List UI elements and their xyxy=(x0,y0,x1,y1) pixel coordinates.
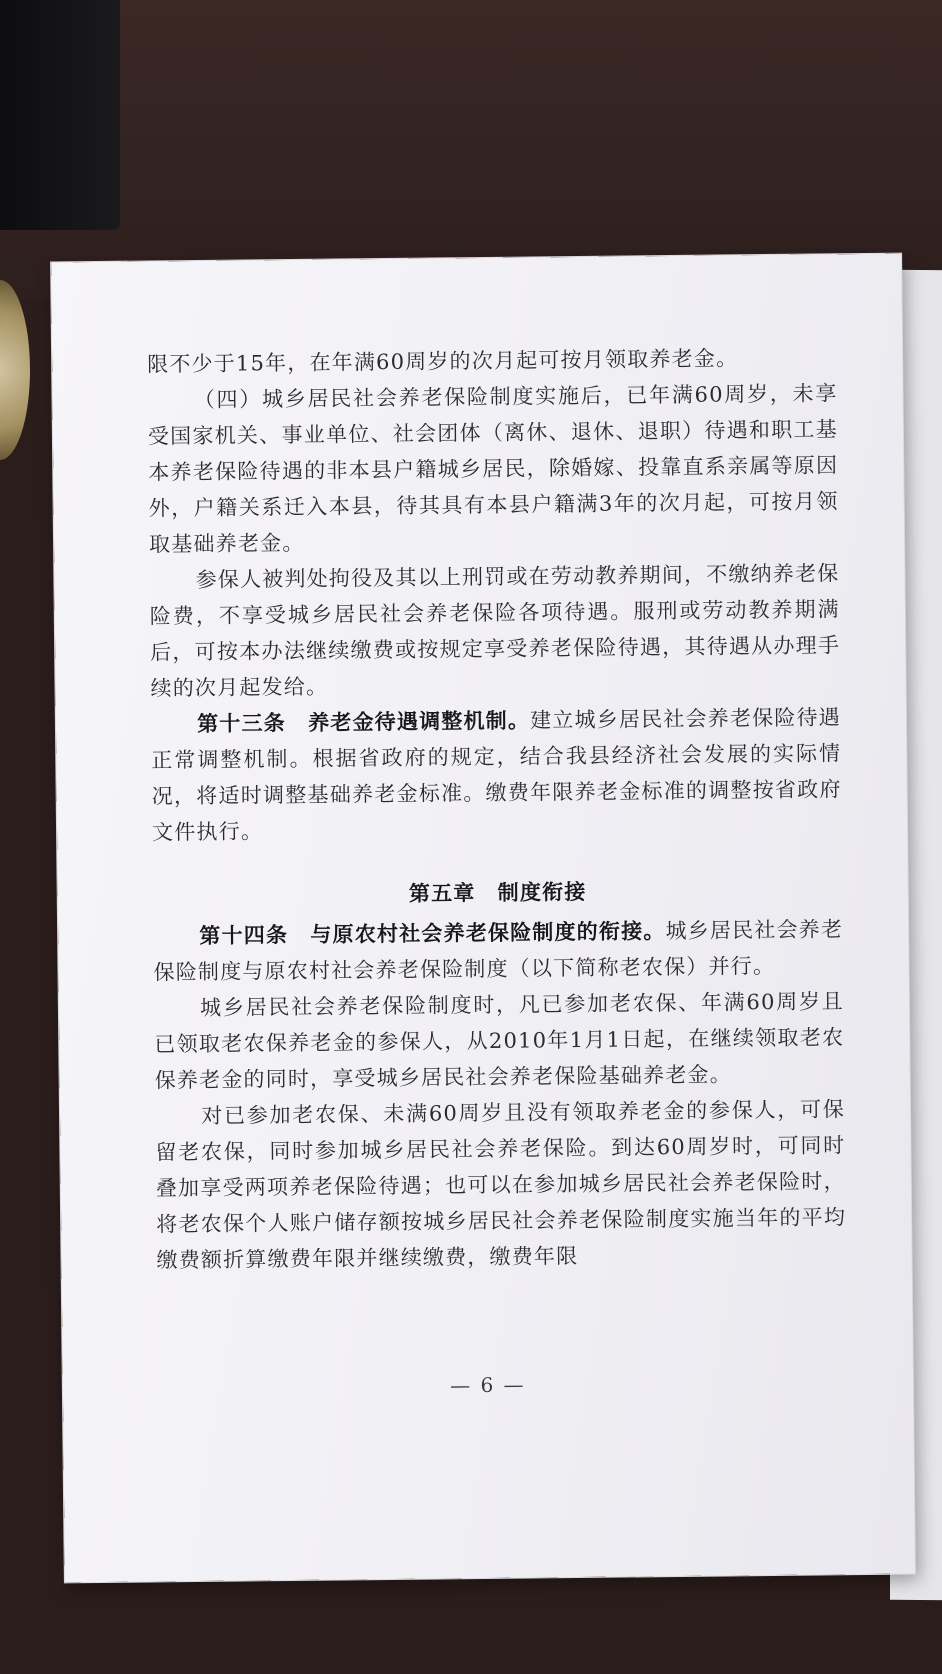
page-text xyxy=(147,339,847,1278)
paragraph-old-insured: 城乡居民社会养老保险制度时，凡已参加老农保、年满60周岁且已领取老农保养老金的参保人，从2010年1月1日起，在继续领取老农保养老金的同时，享受城乡居民社会养老保险基础养老金。 xyxy=(154,989,845,1093)
paragraph-item-4: （四）城乡居民社会养老保险制度实施后，已年满60周岁，未享受国家机关、事业单位、社会团体（离休、退休、退职）待遇和职工基本养老保险待遇的非本县户籍城乡居民，除婚嫁、投靠直系亲属等原因外，户籍关系迁入本县，待其具有本县户籍满3年的次月起，可按月领取基础养老金。 xyxy=(147,381,839,557)
side-object xyxy=(0,280,30,460)
article-13 xyxy=(151,699,842,850)
article-14 xyxy=(153,911,844,990)
document-page xyxy=(51,254,915,1583)
black-folder xyxy=(0,0,120,230)
paragraph-detention: 参保人被判处拘役及其以上刑罚或在劳动教养期间，不缴纳养老保险费，不享受城乡居民社会养老保险各项待遇。服刑或劳动教养期满后，可按本办法继续缴费或按规定享受养老保险待遇，其待遇从办理手续的次月起发给。 xyxy=(149,561,841,701)
paragraph-under-60: 对已参加老农保、未满60周岁且没有领取养老金的参保人，可保留老农保，同时参加城乡居民社会养老保险。到达60周岁时，可同时叠加享受两项养老保险待遇；也可以在参加城乡居民社会养老保险时，将老农保个人账户储存额按城乡居民社会养老保险制度实施当年的平均缴费额折算缴费年限并继续缴费，缴费年限 xyxy=(155,1097,847,1273)
article-13-body: 建立城乡居民社会养老保险待遇正常调整机制。根据省政府的规定，结合我县经济社会发展的实际情况，将适时调整基础养老金标准。缴费年限养老金标准的调整按省政府文件执行。 xyxy=(151,705,842,845)
paragraph-continuation: 限不少于15年，在年满60周岁的次月起可按月领取养老金。 xyxy=(147,346,739,377)
article-14-title: 第十四条 与原农村社会养老保险制度的衔接。 xyxy=(199,918,666,948)
chapter-heading: 第五章 制度衔接 xyxy=(408,878,587,906)
article-13-title: 第十三条 养老金待遇调整机制。 xyxy=(197,707,531,736)
page-number: — 6 — xyxy=(450,1372,526,1398)
article-14-body: 城乡居民社会养老保险制度与原农村社会养老保险制度（以下简称老农保）并行。 xyxy=(153,917,844,985)
